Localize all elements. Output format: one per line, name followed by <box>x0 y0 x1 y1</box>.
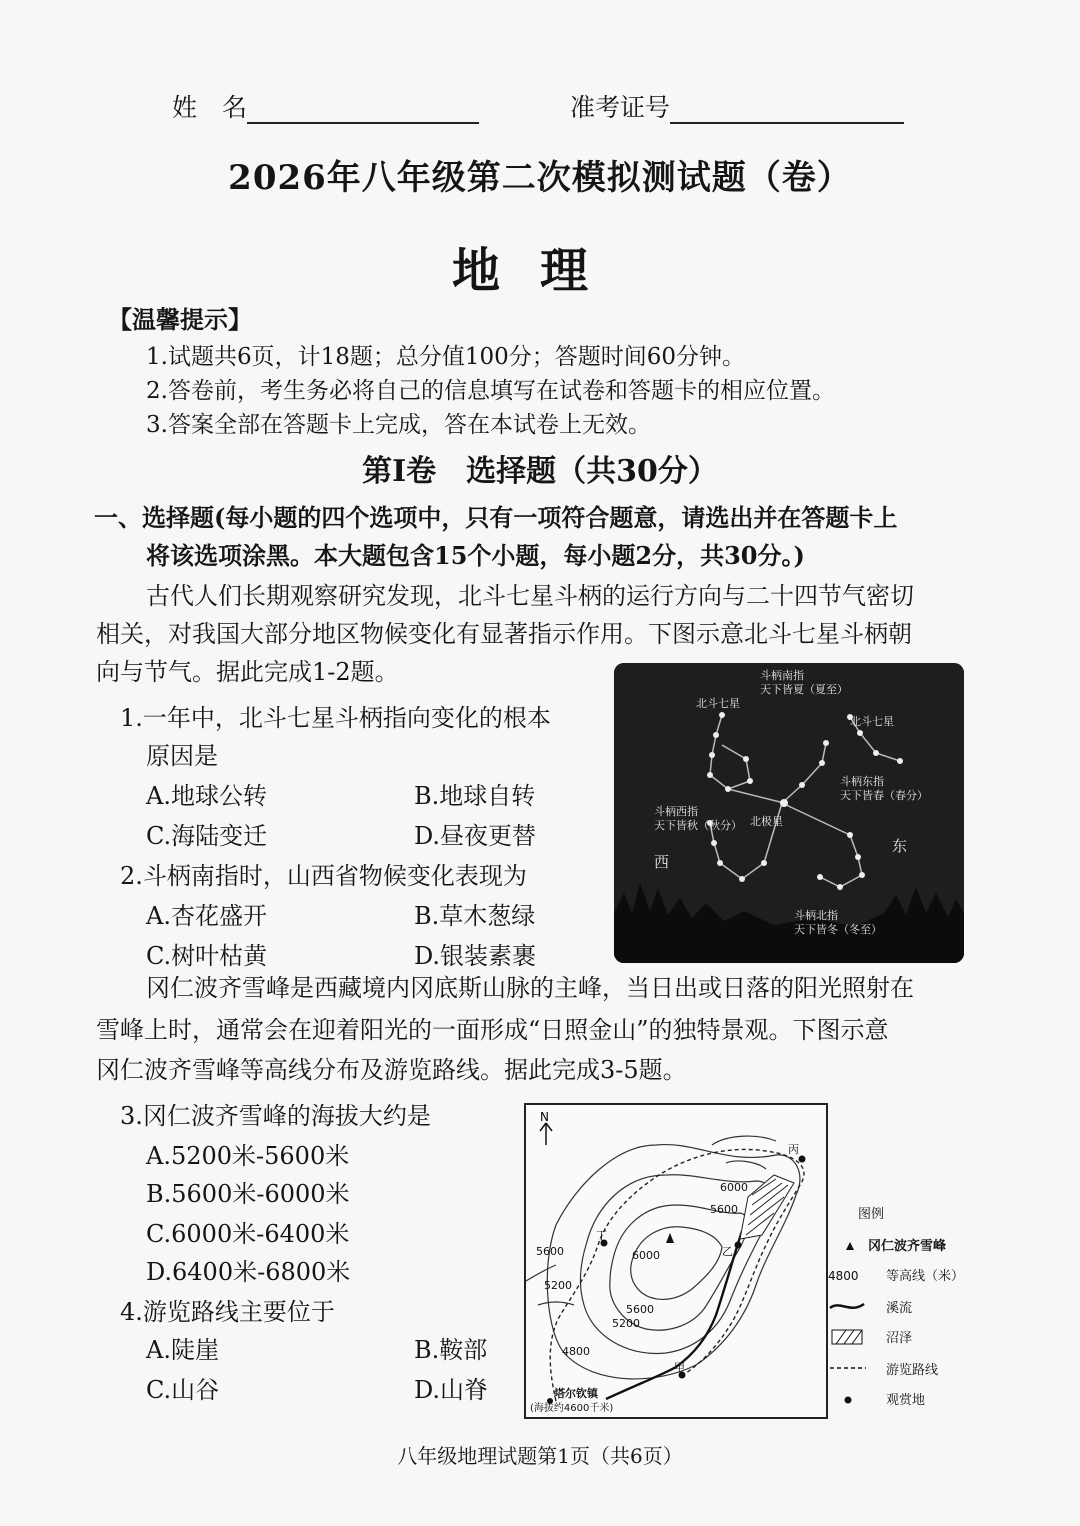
legend-route: 游览路线 <box>886 1363 939 1378</box>
north-arrow <box>540 1110 552 1145</box>
big-dipper-svg <box>614 663 964 963</box>
contour-label: 5600 <box>626 1303 654 1316</box>
peak-marker <box>666 1233 674 1243</box>
point-yi: 乙 <box>722 1245 733 1258</box>
passage-line: 古代人们长期观察研究发现，北斗七星斗柄的运行方向与二十四节气密切 <box>146 582 914 610</box>
contour-label: 5600 <box>710 1203 738 1216</box>
name-field-label <box>172 88 479 124</box>
passage-line: 向与节气。据此完成1-2题。 <box>96 658 399 686</box>
passage-line: 雪峰上时，通常会在迎着阳光的一面形成“日照金山”的独特景观。下图示意 <box>96 1016 889 1044</box>
legend-peak: 冈仁波齐雪峰 <box>868 1239 947 1254</box>
contour-label: 6000 <box>720 1181 748 1194</box>
label-north-1: 斗柄北指 <box>794 909 838 922</box>
passage-line: 冈仁波齐雪峰是西藏境内冈底斯山脉的主峰，当日出或日落的阳光照射在 <box>146 974 914 1002</box>
contour-label: 4800 <box>562 1345 590 1358</box>
name-label: 姓 名 <box>172 93 248 122</box>
q4-option-a[interactable]: A.陡崖 <box>146 1336 219 1364</box>
q4-option-c[interactable]: C.山谷 <box>146 1376 220 1404</box>
q4-option-d[interactable]: D.山脊 <box>414 1376 489 1404</box>
tips-heading: 【温馨提示】 <box>108 305 252 334</box>
subject-title: 地理 <box>451 243 628 299</box>
big-dipper-figure <box>614 663 964 963</box>
label-west: 西 <box>654 853 670 871</box>
exam-title: 2026年八年级第二次模拟测试题（卷） <box>228 158 852 198</box>
label-west-2: 天下皆秋（秋分） <box>654 819 742 832</box>
label-east-1: 斗柄东指 <box>840 775 884 788</box>
tip-item: 2.答卷前，考生务必将自己的信息填写在试卷和答题卡的相应位置。 <box>146 378 835 404</box>
legend-svg <box>828 1200 978 1410</box>
label-south-1: 斗柄南指 <box>760 669 804 682</box>
label-polaris: 北极星 <box>750 815 783 828</box>
question-4-stem: 4.游览路线主要位于 <box>120 1298 335 1326</box>
question-1-stem: 原因是 <box>146 742 218 770</box>
q4-option-b[interactable]: B.鞍部 <box>414 1336 488 1364</box>
label-north-2: 天下皆冬（冬至） <box>794 923 882 936</box>
point-jia: 甲 <box>674 1361 685 1374</box>
q2-option-b[interactable]: B.草木葱绿 <box>414 902 536 930</box>
contour-label: 5600 <box>536 1245 564 1258</box>
label-west-1: 斗柄西指 <box>654 805 698 818</box>
label-east: 东 <box>892 837 908 855</box>
contour-label: 5200 <box>612 1317 640 1330</box>
q3-option-a[interactable]: A.5200米-5600米 <box>146 1142 350 1170</box>
part-one-instruction: 将该选项涂黑。本大题包含15个小题，每小题2分，共30分。) <box>146 541 805 570</box>
contour-label: 5200 <box>544 1279 572 1292</box>
marsh-area <box>740 1175 794 1239</box>
legend-title: 图例 <box>858 1207 885 1222</box>
legend-stream: 溪流 <box>886 1301 913 1316</box>
north-label: N <box>540 1110 549 1124</box>
legend-view: 观赏地 <box>886 1393 926 1408</box>
label-south-2: 天下皆夏（夏至） <box>760 683 848 696</box>
q3-option-b[interactable]: B.5600米-6000米 <box>146 1180 350 1208</box>
question-3-stem: 3.冈仁波齐雪峰的海拔大约是 <box>120 1102 431 1130</box>
q3-option-c[interactable]: C.6000米-6400米 <box>146 1220 350 1248</box>
q1-option-c[interactable]: C.海陆变迁 <box>146 822 268 850</box>
point-bing: 丙 <box>788 1143 799 1156</box>
tip-item: 1.试题共6页，计18题；总分值100分；答题时间60分钟。 <box>146 344 746 370</box>
q1-option-d[interactable]: D.昼夜更替 <box>414 822 537 850</box>
q1-option-b[interactable]: B.地球自转 <box>414 782 536 810</box>
legend-stream-icon <box>830 1304 864 1308</box>
legend-marsh: 沼泽 <box>886 1331 913 1346</box>
legend-contour: 等高线（米） <box>886 1269 965 1284</box>
label-east-2: 天下皆春（春分） <box>840 789 928 802</box>
q2-option-d[interactable]: D.银装素裹 <box>414 942 537 970</box>
town-label: 塔尔钦镇 <box>554 1387 598 1400</box>
legend-view-icon <box>845 1397 852 1404</box>
q1-option-a[interactable]: A.地球公转 <box>146 782 267 810</box>
id-label: 准考证号 <box>570 93 671 122</box>
name-blank[interactable] <box>247 96 479 124</box>
section-title: 第I卷 选择题（共30分） <box>362 454 718 489</box>
map-legend <box>828 1200 978 1410</box>
legend-contour-value: 4800 <box>828 1269 859 1283</box>
legend-peak-icon <box>846 1242 854 1250</box>
part-one-instruction: 一、选择题(每小题的四个选项中，只有一项符合题意，请选出并在答题卡上 <box>94 503 898 532</box>
contour-map-svg <box>526 1105 826 1417</box>
tip-item: 3.答案全部在答题卡上完成，答在本试卷上无效。 <box>146 412 651 438</box>
q2-option-c[interactable]: C.树叶枯黄 <box>146 942 268 970</box>
passage-line: 相关，对我国大部分地区物候变化有显著指示作用。下图示意北斗七星斗柄朝 <box>96 620 912 648</box>
q3-option-d[interactable]: D.6400米-6800米 <box>146 1258 351 1286</box>
question-1-stem: 1.一年中，北斗七星斗柄指向变化的根本 <box>120 704 551 732</box>
question-2-stem: 2.斗柄南指时，山西省物候变化表现为 <box>120 862 527 890</box>
q2-option-a[interactable]: A.杏花盛开 <box>146 902 267 930</box>
page-footer: 八年级地理试题第1页（共6页） <box>397 1444 683 1468</box>
contour-label: 6000 <box>632 1249 660 1262</box>
label-beidou-left: 北斗七星 <box>696 697 740 710</box>
contour-map-figure <box>524 1103 828 1419</box>
point-ding: 丁 <box>596 1229 607 1242</box>
id-blank[interactable] <box>670 96 904 124</box>
passage-line: 冈仁波齐雪峰等高线分布及游览路线。据此完成3-5题。 <box>96 1056 687 1084</box>
town-altitude: (海拔约4600千米) <box>530 1403 614 1414</box>
label-beidou-right: 北斗七星 <box>850 715 894 728</box>
id-field-label <box>570 88 904 124</box>
